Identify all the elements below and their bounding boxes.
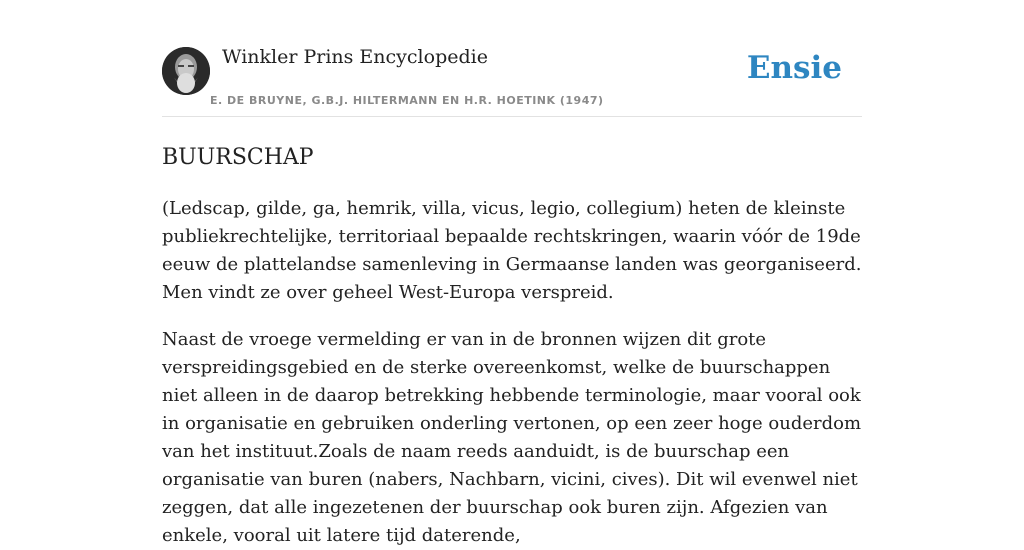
article-paragraph: (Ledscap, gilde, ga, hemrik, villa, vicus, legio, collegium) heten de kleinste publiekrechtelijke, territoriaal bepaalde rechtskringen, waarin vóór de 19de eeuw de plattelandse samenleving in Germaanse landen was georganiseerd. Men vindt ze over geheel West-Europa verspreid. (162, 198, 862, 303)
author-portrait-icon (162, 47, 210, 95)
publication-title[interactable]: Winkler Prins Encyclopedie (222, 46, 488, 68)
header (162, 0, 862, 117)
ensie-logo-link[interactable]: Ensie (746, 50, 842, 86)
article-paragraph: Naast de vroege vermelding er van in de bronnen wijzen dit grote verspreidingsgebied en de sterke overeenkomst, welke de buurschappen niet alleen in de daarop betrekking hebbende terminologie, maar vooral ook in organisatie en gebruiken onderling vertonen, op een zeer hoge ouderdom van het instituut.Zoals de naam reeds aanduidt, is de buurschap een organisatie van buren (nabers, Nachbarn, vicini, cives). Dit wil evenwel niet zeggen, dat alle ingezetenen der buurschap ook buren zijn. Afgezien van enkele, vooral uit latere tijd daterende, (162, 329, 862, 546)
article-title: BUURSCHAP (162, 145, 314, 170)
avatar[interactable] (162, 47, 210, 95)
page (162, 0, 862, 550)
authors-line: E. DE BRUYNE, G.B.J. HILTERMANN EN H.R. HOETINK (1947) (210, 94, 604, 107)
